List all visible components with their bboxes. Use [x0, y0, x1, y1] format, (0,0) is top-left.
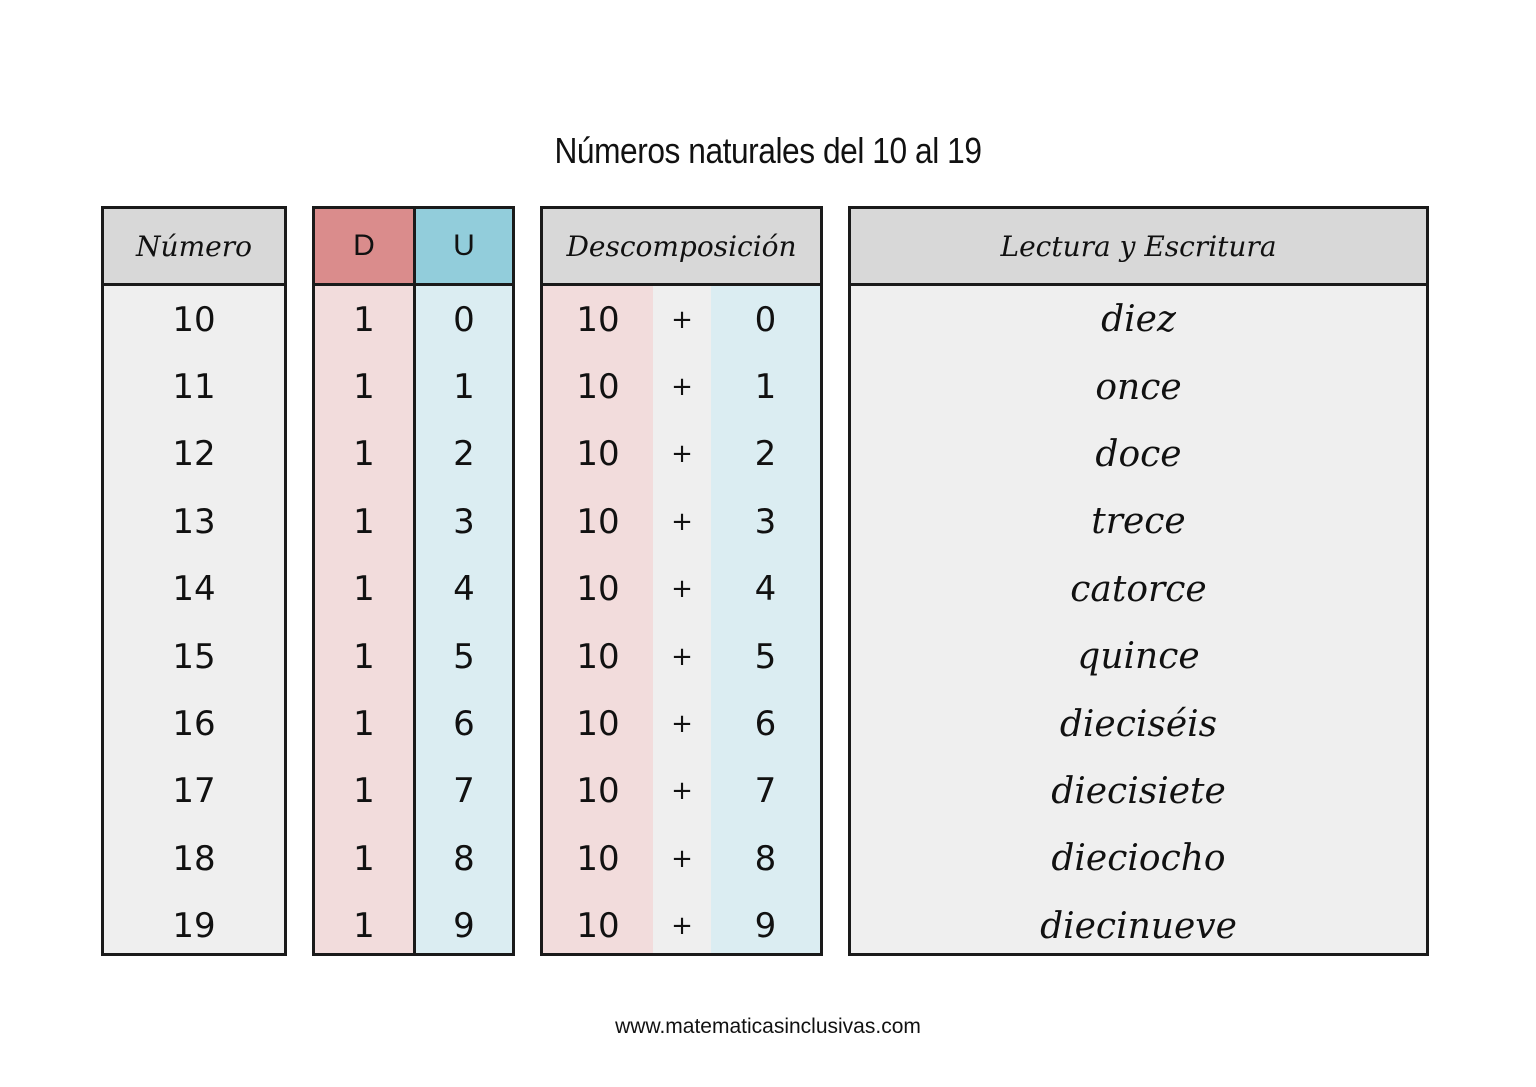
word-cell: quince — [1077, 636, 1200, 678]
desc-units-cell: 8 — [754, 838, 777, 879]
plus-sign: + — [671, 641, 693, 672]
plus-sign: + — [671, 574, 693, 605]
numero-cell: 15 — [172, 636, 216, 677]
lectura-column — [851, 286, 1426, 953]
lectura-header: Lectura y Escritura — [851, 209, 1426, 286]
plus-sign: + — [671, 304, 693, 335]
word-cell: trece — [1091, 501, 1186, 543]
numero-cell: 16 — [172, 704, 216, 745]
word-cell: diecinueve — [1040, 905, 1237, 947]
unidades-values — [416, 286, 512, 953]
desc-units-column — [711, 286, 820, 953]
desc-tens-cell: 10 — [576, 367, 620, 408]
unidades-cell: 2 — [453, 434, 475, 475]
word-cell: diecisiete — [1051, 770, 1226, 812]
decenas-column — [315, 209, 413, 953]
numero-cell: 18 — [172, 838, 216, 879]
unidades-cell: 1 — [453, 367, 475, 408]
plus-sign: + — [671, 439, 693, 470]
plus-sign: + — [671, 843, 693, 874]
decenas-header: D — [315, 209, 413, 286]
desc-tens-cell: 10 — [576, 838, 620, 879]
desc-plus-values — [653, 286, 711, 953]
plus-sign: + — [671, 506, 693, 537]
decenas-cell: 1 — [353, 434, 375, 475]
desc-units-cell: 3 — [754, 501, 777, 542]
word-cell: doce — [1095, 433, 1182, 475]
desc-tens-cell: 10 — [576, 501, 620, 542]
unidades-cell: 3 — [453, 501, 475, 542]
desc-tens-cell: 10 — [576, 569, 620, 610]
decenas-cell: 1 — [353, 569, 375, 610]
desc-units-cell: 1 — [754, 367, 777, 408]
desc-units-cell: 6 — [754, 704, 777, 745]
desc-units-values — [711, 286, 820, 953]
desc-units-cell: 4 — [754, 569, 777, 610]
plus-sign: + — [671, 372, 693, 403]
unidades-cell: 6 — [453, 704, 475, 745]
desc-plus-column — [653, 286, 711, 953]
desc-units-cell: 7 — [754, 771, 777, 812]
desc-units-cell: 2 — [754, 434, 777, 475]
unidades-cell: 9 — [453, 906, 475, 947]
numero-cell: 10 — [172, 299, 216, 340]
decenas-cell: 1 — [353, 636, 375, 677]
unidades-cell: 0 — [453, 299, 475, 340]
unidades-cell: 8 — [453, 838, 475, 879]
descomposicion-header: Descomposición — [543, 209, 820, 286]
plus-sign: + — [671, 709, 693, 740]
word-cell: catorce — [1070, 568, 1207, 610]
decenas-cell: 1 — [353, 838, 375, 879]
numero-cell: 13 — [172, 501, 216, 542]
decenas-cell: 1 — [353, 501, 375, 542]
numero-cell: 19 — [172, 906, 216, 947]
numero-cell: 17 — [172, 771, 216, 812]
desc-tens-cell: 10 — [576, 906, 620, 947]
plus-sign: + — [671, 776, 693, 807]
unidades-cell: 7 — [453, 771, 475, 812]
numero-cell: 14 — [172, 569, 216, 610]
desc-tens-column — [543, 286, 653, 953]
footer-url: www.matematicasinclusivas.com — [615, 1015, 921, 1038]
desc-tens-values — [543, 286, 653, 953]
desc-tens-cell: 10 — [576, 299, 620, 340]
lectura-table — [848, 206, 1429, 956]
decenas-cell: 1 — [353, 704, 375, 745]
decenas-cell: 1 — [353, 771, 375, 812]
word-cell: once — [1095, 366, 1182, 408]
desc-tens-cell: 10 — [576, 704, 620, 745]
numero-column — [104, 286, 284, 953]
unidades-cell: 5 — [453, 636, 475, 677]
numero-table — [101, 206, 287, 956]
decenas-cell: 1 — [353, 906, 375, 947]
desc-units-cell: 5 — [754, 636, 777, 677]
page-title: Números naturales del 10 al 19 — [554, 130, 982, 171]
desc-tens-cell: 10 — [576, 636, 620, 677]
decenas-cell: 1 — [353, 367, 375, 408]
decenas-cell: 1 — [353, 299, 375, 340]
numero-cell: 12 — [172, 434, 216, 475]
unidades-column — [416, 209, 512, 953]
word-cell: dieciocho — [1051, 838, 1226, 880]
word-cell: diez — [1101, 299, 1176, 341]
desc-units-cell: 0 — [754, 299, 777, 340]
desc-units-cell: 9 — [754, 906, 777, 947]
descomposicion-table — [540, 206, 823, 956]
unidades-header: U — [416, 209, 512, 286]
numero-cell: 11 — [172, 367, 216, 408]
desc-tens-cell: 10 — [576, 434, 620, 475]
du-table — [312, 206, 515, 956]
plus-sign: + — [671, 911, 693, 942]
unidades-cell: 4 — [453, 569, 475, 610]
desc-tens-cell: 10 — [576, 771, 620, 812]
decenas-values — [315, 286, 413, 953]
word-cell: dieciséis — [1059, 703, 1218, 745]
numero-header: Número — [104, 209, 284, 286]
